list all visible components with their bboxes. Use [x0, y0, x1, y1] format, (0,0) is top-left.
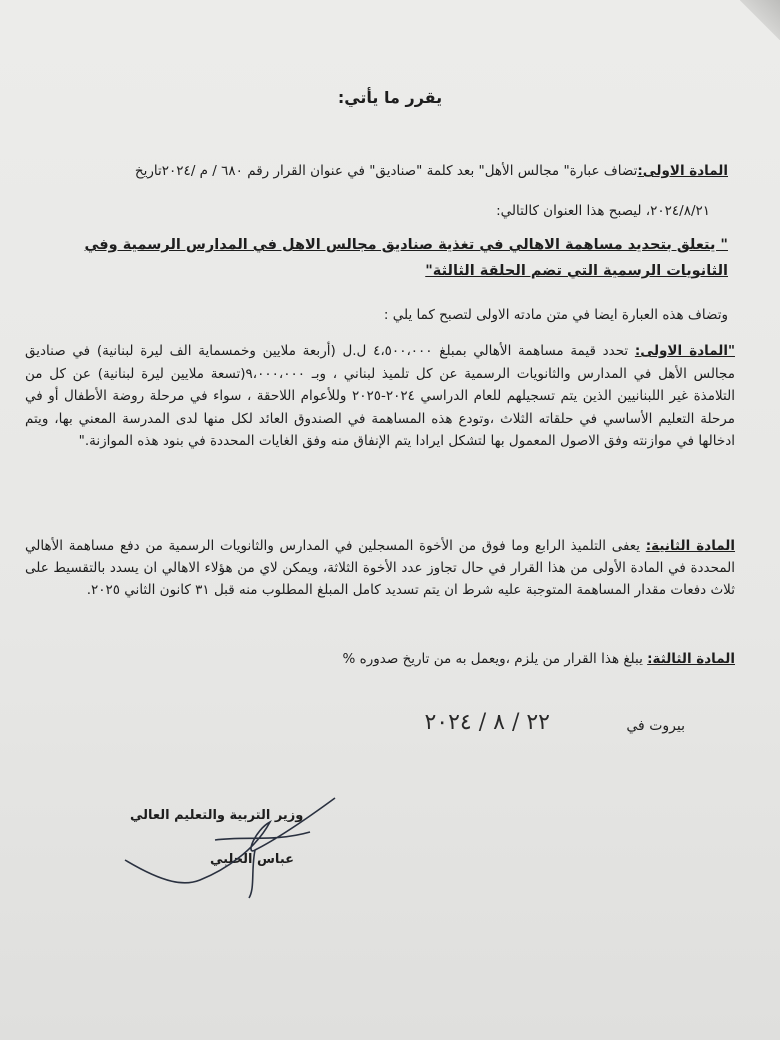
article-three-text: يبلغ هذا القرار من يلزم ،ويعمل به من تاريخ صدوره %: [342, 651, 643, 667]
article-three-label: المادة الثالثة:: [647, 651, 735, 667]
article-two-label: المادة الثانية:: [645, 538, 736, 554]
article-one-amendment: [30, 160, 728, 182]
decision-heading: يقرر ما يأتي:: [337, 88, 443, 107]
page-corner-shadow: [740, 0, 780, 40]
article-one-line1: تضاف عبارة" مجالس الأهل" بعد كلمة "صناديق" في عنوان القرار رقم ٦٨٠ / م /٢٠٢٤تاريخ: [134, 163, 638, 179]
article-three-block: [30, 648, 735, 670]
minister-name: عباس الحلبي: [210, 852, 295, 867]
minister-title: وزير التربية والتعليم العالي: [130, 808, 304, 823]
place-label: بيروت في: [626, 718, 685, 734]
new-title-text: " يتعلق بتحديد مساهمة الاهالي في تغذية صناديق مجالس الاهل في المدارس الرسمية وفي الثانويات الرسمية التي تضم الحلقة الثالثة": [84, 237, 728, 279]
article-one-line2: ٢٠٢٤/٨/٢١، ليصبح هذا العنوان كالتالي:: [496, 203, 710, 219]
handwritten-date: ٢٢ / ٨ / ٢٠٢٤: [424, 710, 550, 735]
article-two-text: يعفى التلميذ الرابع وما فوق من الأخوة المسجلين في المدارس والثانويات الرسمية من دفع مساهمة الأهالي المحددة في المادة الأولى من هذا القرار في حال تجاوز عدد الأخوة الثلاثة، ويمكن لاي من هؤلاء الاهالي ان يسدد بالتقسيط على ثلاث دفعات مقدار المساهمة المتوجبة عليه شرط ان يتم تسديد كامل المبلغ المطلوب منه قبل ٣١ كانون الثاني ٢٠٢٥.: [25, 538, 735, 598]
article-one-block: [25, 340, 735, 453]
signature: [105, 780, 365, 900]
article-two-block: [25, 535, 735, 601]
article-one-quoted-label: "المادة الاولى:: [634, 343, 735, 359]
new-title: [30, 232, 728, 284]
article-one-label: المادة الاولى:: [637, 163, 728, 179]
article-one-text: تحدد قيمة مساهمة الأهالي بمبلغ ٤،٥٠٠،٠٠٠ ل.ل (أربعة ملايين وخمسماية الف ليرة لبنانية) في صناديق مجالس الأهل في المدارس والثانويات الرسمية عن كل تلميذ لبناني ، وبـ ٩،٠٠٠،٠٠٠(تسعة ملايين ليرة لبنانية) عن كل من التلامذة غير اللبنانيين الذين يتم تسجيلهم للعام الدراسي ٢٠٢٤-٢٠٢٥ وللأعوام اللاحقة ، سواء في مرحلة روضة الأطفال أو في مرحلة التعليم الأساسي في حلقاته الثلاث ،وتودع هذه المساهمة في الصندوق العائد لكل منها لدى المدرسة المعني بها، ويتم ادخالها في موازنته وفق الاصول المعمول بها لتشكل ايرادا يتم الإنفاق منه وفق الغايات المحددة في بنود هذه الموازنة.": [25, 343, 735, 449]
additional-clause: وتضاف هذه العبارة ايضا في متن مادته الاولى لتصبح كما يلي :: [383, 307, 728, 323]
